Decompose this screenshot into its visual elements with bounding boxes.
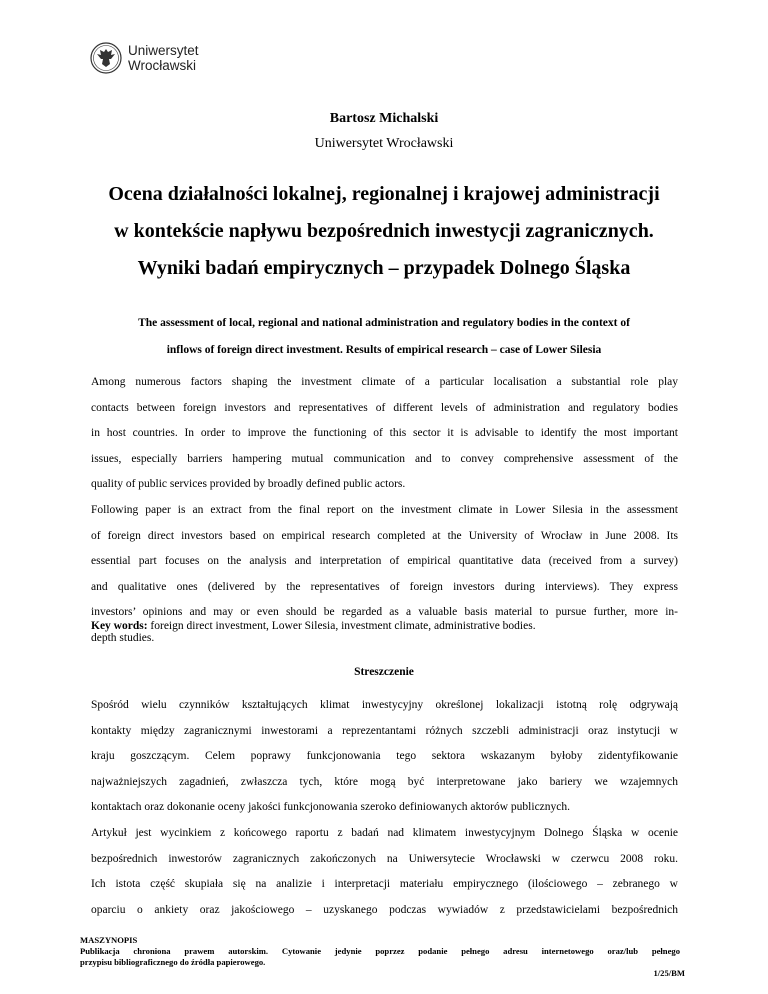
abstract-line: kontakty między zagranicznymi inwestorami a reprezentantami różnych szczebli administracji oraz instytucji w — [91, 724, 678, 737]
footer-line: przypisu bibliograficznego do źródła papierowego. — [80, 957, 266, 967]
author-affiliation: Uniwersytet Wrocławski — [314, 136, 454, 151]
university-logo — [90, 42, 199, 74]
page-number: 1/25/BM — [653, 968, 685, 978]
abstract-line: essential part focuses on the analysis and interpretation of empirical quantitative data (received from a survey) — [91, 555, 678, 568]
abstract-line: issues, especially barriers hampering mutual communication and to convey comprehensive assessment of the — [91, 452, 678, 465]
abstract-line: quality of public services provided by broadly defined public actors. — [91, 478, 406, 491]
english-title-line: inflows of foreign direct investment. Results of empirical research – case of Lower Silesia — [166, 344, 602, 356]
english-title-line: The assessment of local, regional and national administration and regulatory bodies in the context of — [138, 317, 630, 329]
title-line: Ocena działalności lokalnej, regionalnej i krajowej administracji — [108, 183, 660, 205]
abstract-polish — [91, 693, 678, 923]
abstract-line: contacts between foreign investors and representatives of different levels of administration and regulatory bodies — [91, 401, 678, 414]
english-title — [60, 310, 708, 364]
abstract-line: of foreign direct investors based on empirical research completed at the University of Wrocław in June 2008. Its — [91, 529, 678, 542]
keywords-text: foreign direct investment, Lower Silesia, investment climate, administrative bodies. — [147, 620, 536, 632]
footer-notice — [80, 935, 680, 968]
logo-text — [128, 43, 199, 73]
abstract-line: Spośród wielu czynników kształtujących klimat inwestycyjny określonej lokalizacji istotną rolę odgrywają — [91, 699, 678, 711]
title-line: w kontekście napływu bezpośrednich inwestycji zagranicznych. — [114, 220, 654, 242]
abstract-line: depth studies. — [91, 631, 155, 644]
abstract-line: oparciu o ankiety oraz jakościowego – uzyskanego podczas wywiadów z przedstawicielami bezpośrednich — [91, 903, 678, 916]
author-name: Bartosz Michalski — [329, 111, 439, 126]
abstract-english — [91, 370, 678, 652]
abstract-line: Artykuł jest wycinkiem z końcowego raportu z badań nad klimatem inwestycyjnym Dolnego Śląska w ocenie — [91, 826, 678, 839]
keywords — [91, 620, 678, 632]
logo-line-2: Wrocławski — [128, 58, 197, 73]
title-line: Wyniki badań empirycznych – przypadek Dolnego Śląska — [137, 257, 631, 279]
abstract-line: kraju goszczącym. Celem poprawy funkcjonowania tego sektora wskazanym byłoby zidentyfikowanie — [91, 750, 678, 763]
abstract-line: bezpośrednich inwestorów zagranicznych zakończonych na Uniwersytecie Wrocławski w czerwcu 2008 roku. — [91, 852, 678, 865]
abstract-line: kontaktach oraz dokonanie oceny jakości funkcjonowania szeroko definiowanych aktorów publicznych. — [91, 801, 571, 814]
keywords-label: Key words: — [91, 620, 148, 632]
abstract-line: in host countries. In order to improve the functioning of this sector it is advisable to identify the most important — [91, 427, 678, 440]
streszczenie-heading: Streszczenie — [354, 666, 414, 678]
abstract-line: Following paper is an extract from the final report on the investment climate in Lower Silesia in the assessment — [91, 503, 678, 516]
abstract-line: investors’ opinions and may or even should be regarded as a valuable basis material to pursue further, more in- — [91, 606, 678, 619]
abstract-line: and qualitative ones (delivered by the representatives of foreign investors during interviews). They express — [91, 580, 678, 593]
footer-line: Publikacja chroniona prawem autorskim. Cytowanie jedynie poprzez podanie pełnego adresu internetowego oraz/lub pełnego — [80, 946, 680, 956]
paper-title — [60, 176, 708, 287]
footer-label: MASZYNOPIS — [80, 935, 138, 945]
abstract-line: najważniejszych zagadnień, zwłaszcza tych, które mogą być interpretowane jako bariery we wzajemnych — [91, 775, 678, 788]
abstract-line: Ich istota część skupiała się na analizie i interpretacji materiału empirycznego (ilościowego – zebranego w — [91, 878, 678, 891]
eagle-emblem-icon — [90, 42, 122, 74]
abstract-line: Among numerous factors shaping the investment climate of a particular localisation a substantial role play — [91, 376, 678, 388]
logo-line-1: Uniwersytet — [128, 43, 199, 58]
